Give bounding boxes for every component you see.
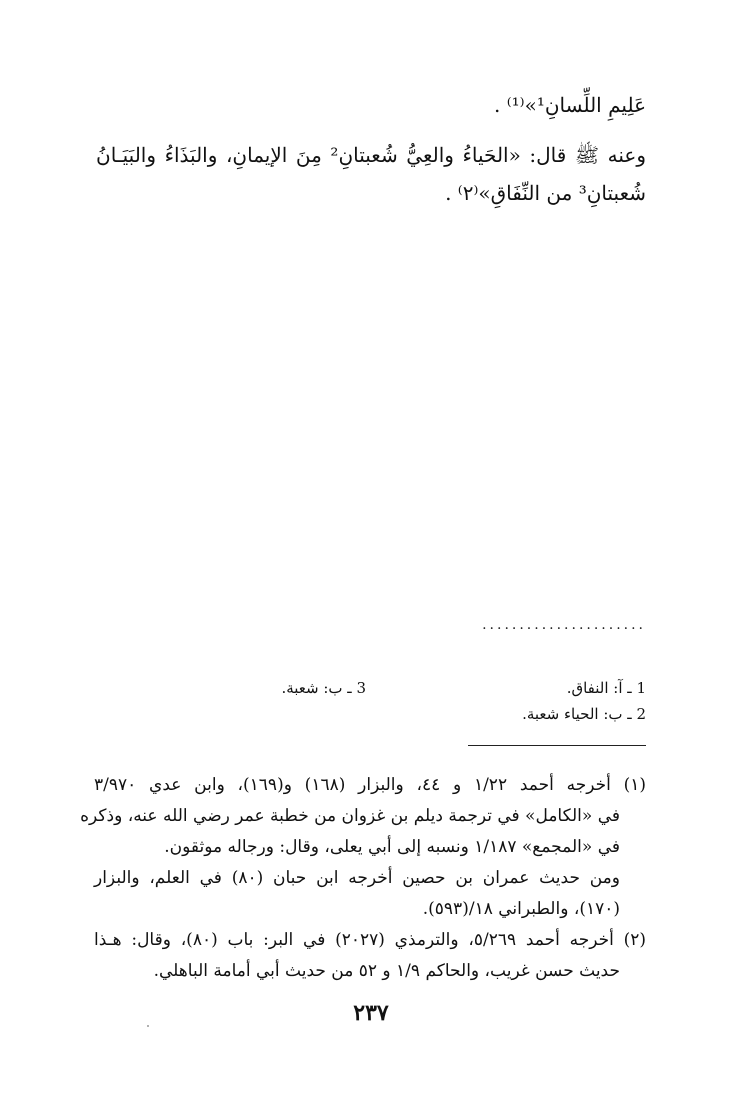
footnote-1-line-2: في «الكامل» في ترجمة ديلم بن غزوان من خطبة عمر رضي الله عنه، وذكره: [80, 806, 620, 826]
main-text: [96, 86, 646, 212]
footnote-rule: [468, 745, 646, 746]
separator-dots: ......................: [482, 617, 646, 633]
main-text-line-3: شُعبتانِ³ من النِّفَاقِ»⁽٢⁾ .: [445, 181, 646, 205]
footnote-1-line-4: ومن حديث عمران بن حصين أخرجه ابن حبان (٨٠) في العلم، والبزار: [94, 868, 620, 888]
variant-reading-1: 1 ـ آ: النفاق.: [566, 679, 646, 697]
footnote-1-line-3: في «المجمع» ١/١٨٧ ونسبه إلى أبي يعلى، وقال: ورجاله موثقون.: [164, 837, 620, 857]
scan-speck: [147, 1025, 149, 1027]
variant-reading-2: 2 ـ ب: الحياء شعبة.: [522, 705, 646, 723]
footnote-1-line-1: (١) أخرجه أحمد ١/٢٢ و ٤٤، والبزار (١٦٨) و(١٦٩)، وابن عدي ٣/٩٧٠: [94, 775, 647, 795]
footnotes: [80, 770, 647, 987]
main-text-line-1: عَلِيمِ اللِّسانِ¹»⁽¹⁾ .: [493, 93, 646, 117]
footnote-1-line-5: (١٧٠)، والطبراني ١٨/(٥٩٣).: [422, 899, 620, 919]
footnote-2-line-1: (٢) أخرجه أحمد ٥/٢٦٩، والترمذي (٢٠٢٧) في البر: باب (٨٠)، وقال: هـذا: [94, 930, 647, 950]
footnote-2-line-2: حديث حسن غريب، والحاكم ١/٩ و ٥٢ من حديث أبي أمامة الباهلي.: [153, 961, 620, 981]
variant-reading-3: 3 ـ ب: شعبة.: [281, 679, 366, 697]
page-number: ٢٣٧: [353, 1000, 389, 1026]
main-text-line-2: وعنه ﷺ قال: «الحَياءُ والعِيُّ شُعبتانِ² مِنَ الإيمانِ، والبَذَاءُ والبَيَـانُ: [96, 143, 646, 167]
